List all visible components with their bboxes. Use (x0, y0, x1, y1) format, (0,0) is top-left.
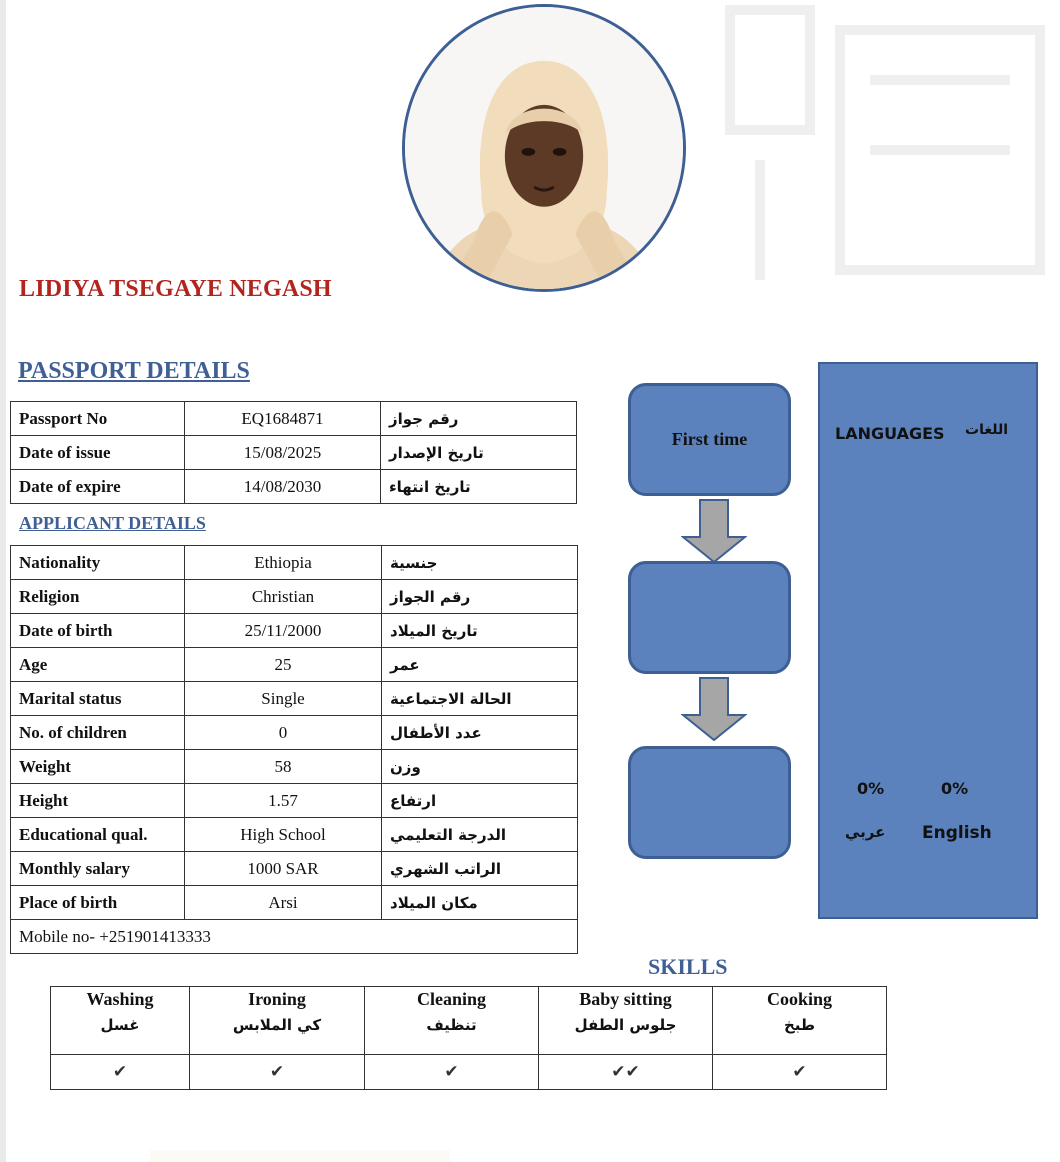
table-row (11, 682, 578, 716)
row-label-arabic: الراتب الشهري (382, 852, 578, 886)
table-row (11, 852, 578, 886)
row-label-arabic: مكان الميلاد (382, 886, 578, 920)
bottom-fade (150, 1150, 450, 1162)
page-left-edge (0, 0, 6, 1162)
applicant-table (10, 545, 578, 954)
table-row (11, 920, 578, 954)
arabic-percent: 0% (857, 779, 885, 798)
mobile-number: Mobile no- +251901413333 (11, 920, 578, 954)
row-value: 25/11/2000 (185, 614, 382, 648)
table-row (11, 716, 578, 750)
row-label: Monthly salary (11, 852, 185, 886)
skill-baby-sitting (539, 987, 713, 1055)
row-label-arabic: جنسية (382, 546, 578, 580)
row-label: Nationality (11, 546, 185, 580)
passport-table (10, 401, 577, 504)
applicant-photo (402, 4, 686, 292)
row-label-arabic: عدد الأطفال (382, 716, 578, 750)
row-label-arabic: تاريخ الإصدار (381, 436, 577, 470)
row-value: 0 (185, 716, 382, 750)
skills-check-row (51, 1055, 887, 1090)
row-label: No. of children (11, 716, 185, 750)
english-label: English (922, 823, 992, 843)
row-label-arabic: الحالة الاجتماعية (382, 682, 578, 716)
languages-panel (818, 362, 1038, 919)
table-row (11, 546, 578, 580)
watermark-graphic (720, 0, 1060, 290)
row-value: High School (185, 818, 382, 852)
checkmark-icon: ✔ (713, 1055, 887, 1090)
skill-label: Cleaning (416, 989, 486, 1009)
skills-header-row (51, 987, 887, 1055)
table-row (11, 784, 578, 818)
row-label: Date of birth (11, 614, 185, 648)
skills-heading: SKILLS (648, 954, 728, 979)
table-row (11, 886, 578, 920)
table-row (11, 580, 578, 614)
row-value: 14/08/2030 (185, 470, 381, 504)
row-label-arabic: ارتفاع (382, 784, 578, 818)
applicant-name: LIDIYA TSEGAYE NEGASH (19, 276, 332, 302)
down-arrow-icon (681, 677, 747, 741)
skill-label: Baby sitting (579, 989, 672, 1009)
skill-label-arabic: غسل (100, 1016, 140, 1034)
row-value: 1000 SAR (185, 852, 382, 886)
row-value: 15/08/2025 (185, 436, 381, 470)
table-row (11, 470, 577, 504)
skill-label-arabic: جلوس الطفل (574, 1016, 677, 1034)
skill-washing (51, 987, 190, 1055)
skill-label: Cooking (766, 989, 833, 1009)
skill-label-arabic: طبخ (783, 1016, 816, 1034)
row-value: 1.57 (185, 784, 382, 818)
checkmark-icon: ✔ (365, 1055, 539, 1090)
table-row (11, 436, 577, 470)
row-value: 25 (185, 648, 382, 682)
passport-details-heading: PASSPORT DETAILS (18, 358, 250, 384)
down-arrow-icon (681, 499, 747, 563)
row-label: Height (11, 784, 185, 818)
skill-label-arabic: كي الملابس (232, 1016, 322, 1034)
row-label: Place of birth (11, 886, 185, 920)
row-label-arabic: وزن (382, 750, 578, 784)
applicant-details-heading: APPLICANT DETAILS (19, 513, 206, 533)
checkmark-icon: ✔ (51, 1055, 190, 1090)
row-label-arabic: عمر (382, 648, 578, 682)
row-label: Educational qual. (11, 818, 185, 852)
table-row (11, 614, 578, 648)
row-label: Weight (11, 750, 185, 784)
flow-box-second (628, 561, 791, 674)
row-label-arabic: رقم جواز (381, 402, 577, 436)
skill-label: Washing (86, 989, 154, 1009)
table-row (11, 818, 578, 852)
row-label-arabic: تاريخ الميلاد (382, 614, 578, 648)
skill-ironing (190, 987, 365, 1055)
row-label-arabic: الدرجة التعليمي (382, 818, 578, 852)
skill-label-arabic: تنظيف (426, 1016, 477, 1034)
row-value: Arsi (185, 886, 382, 920)
english-percent: 0% (941, 779, 969, 798)
skill-label: Ironing (248, 989, 306, 1009)
row-label: Passport No (11, 402, 185, 436)
row-value: Christian (185, 580, 382, 614)
row-value: EQ1684871 (185, 402, 381, 436)
row-label: Date of issue (11, 436, 185, 470)
row-value: Ethiopia (185, 546, 382, 580)
languages-title-arabic: اللغات (965, 422, 1008, 438)
skill-cooking (713, 987, 887, 1055)
row-label: Marital status (11, 682, 185, 716)
skills-table (50, 986, 887, 1090)
flow-box-third (628, 746, 791, 859)
checkmark-icon: ✔✔ (539, 1055, 713, 1090)
checkmark-icon: ✔ (190, 1055, 365, 1090)
arabic-label: عربي (845, 823, 886, 841)
row-label: Age (11, 648, 185, 682)
row-value: Single (185, 682, 382, 716)
table-row (11, 648, 578, 682)
row-value: 58 (185, 750, 382, 784)
languages-title: LANGUAGES (835, 424, 945, 443)
skill-cleaning (365, 987, 539, 1055)
flow-box-label: First time (671, 429, 748, 449)
table-row (11, 750, 578, 784)
table-row (11, 402, 577, 436)
row-label: Date of expire (11, 470, 185, 504)
row-label-arabic: رقم الجواز (382, 580, 578, 614)
row-label-arabic: تاريخ انتهاء (381, 470, 577, 504)
row-label: Religion (11, 580, 185, 614)
flow-box-first-time (628, 383, 791, 496)
